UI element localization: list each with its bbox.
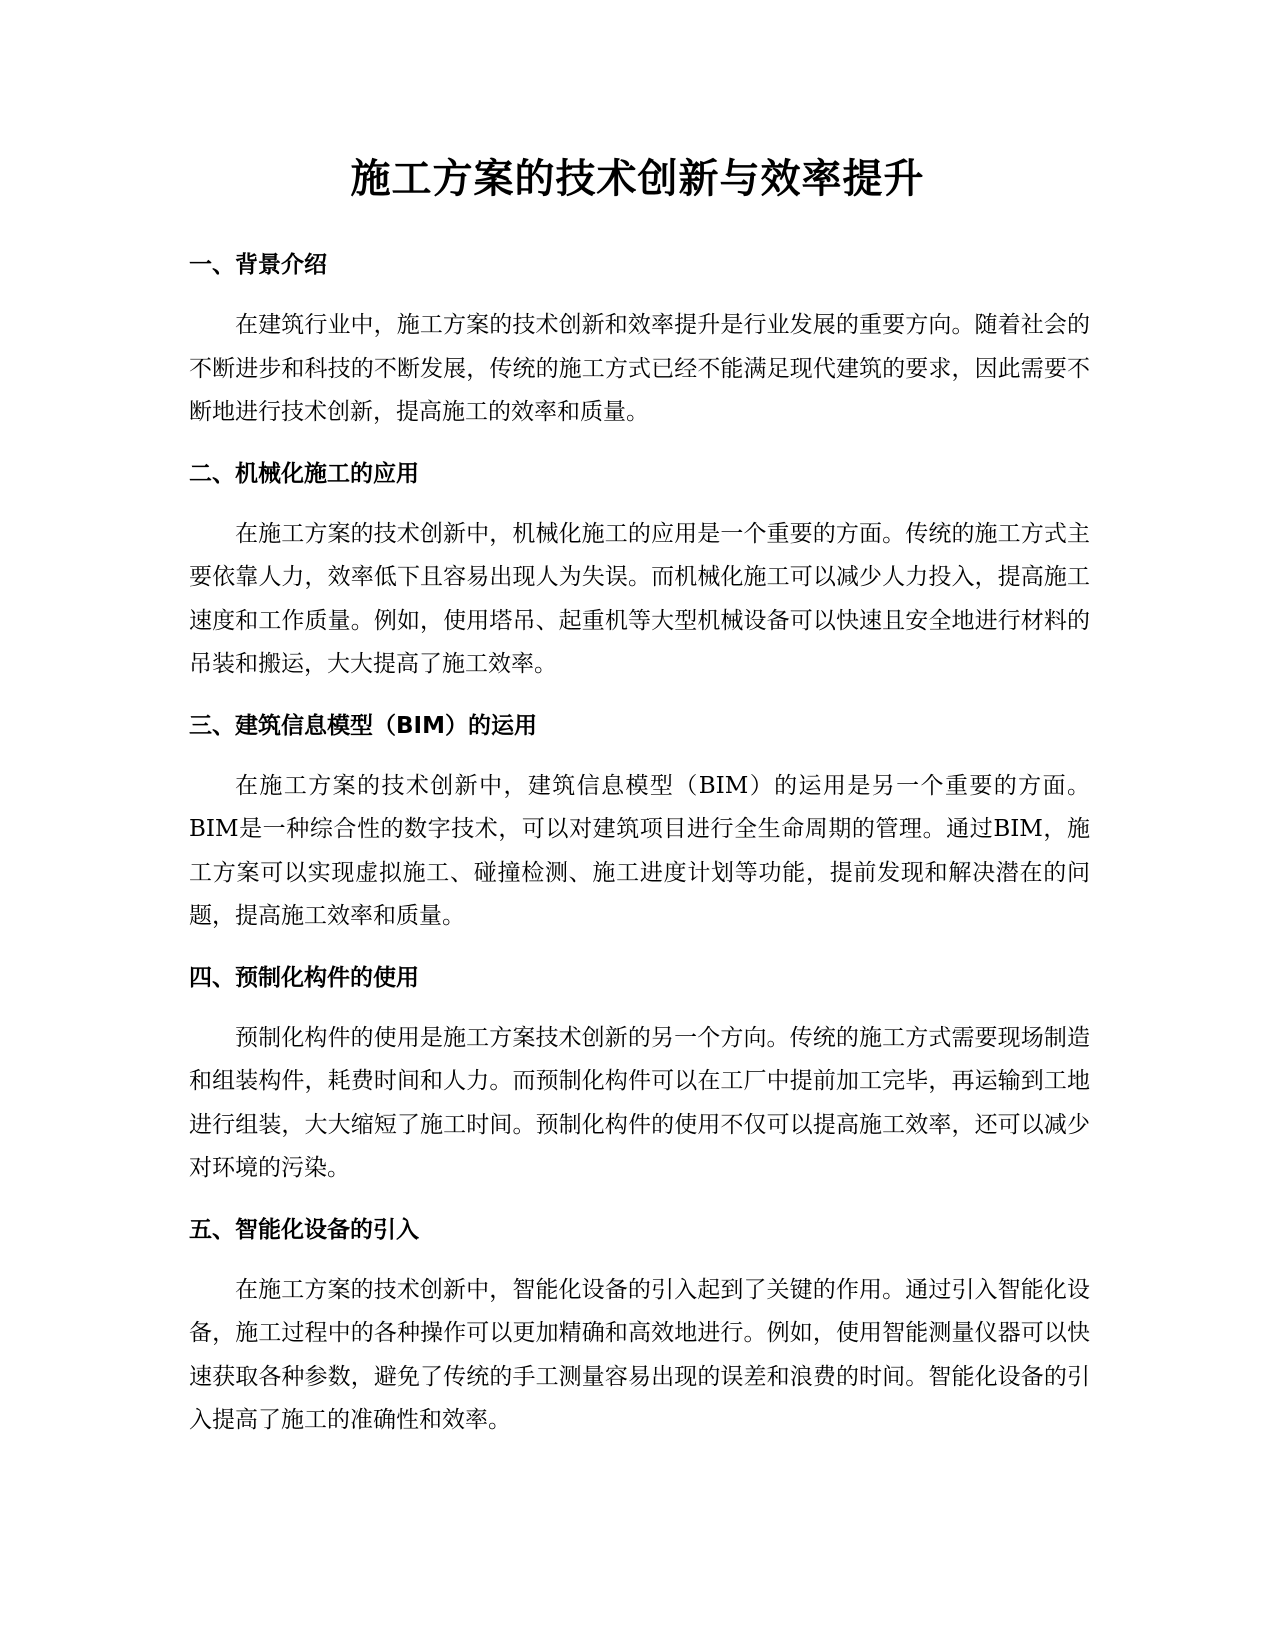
page-title: 施工方案的技术创新与效率提升 bbox=[350, 156, 925, 202]
section-paragraph: 在建筑行业中，施工方案的技术创新和效率提升是行业发展的重要方向。随着社会的不断进步和科技的不断发展，传统的施工方式已经不能满足现代建筑的要求，因此需要不断地进行技术创新，提高施工的效率和质量。 bbox=[189, 312, 1090, 425]
section-heading: 三、建筑信息模型（BIM）的运用 bbox=[189, 712, 537, 739]
section-heading: 四、预制化构件的使用 bbox=[189, 964, 419, 991]
section-prefabrication bbox=[189, 961, 1090, 1191]
section-background bbox=[189, 248, 1090, 435]
document-body bbox=[189, 248, 1090, 1465]
section-heading: 五、智能化设备的引入 bbox=[189, 1216, 419, 1243]
section-paragraph: 预制化构件的使用是施工方案技术创新的另一个方向。传统的施工方式需要现场制造和组装构件，耗费时间和人力。而预制化构件可以在工厂中提前加工完毕，再运输到工地进行组装，大大缩短了施工时间。预制化构件的使用不仅可以提高施工效率，还可以减少对环境的污染。 bbox=[189, 1024, 1090, 1181]
section-heading: 二、机械化施工的应用 bbox=[189, 460, 419, 487]
section-paragraph: 在施工方案的技术创新中，智能化设备的引入起到了关键的作用。通过引入智能化设备，施工过程中的各种操作可以更加精确和高效地进行。例如，使用智能测量仪器可以快速获取各种参数，避免了传统的手工测量容易出现的误差和浪费的时间。智能化设备的引入提高了施工的准确性和效率。 bbox=[189, 1276, 1090, 1433]
section-bim bbox=[189, 709, 1090, 939]
section-smart-equipment bbox=[189, 1213, 1090, 1443]
section-paragraph: 在施工方案的技术创新中，建筑信息模型（BIM）的运用是另一个重要的方面。BIM是一种综合性的数字技术，可以对建筑项目进行全生命周期的管理。通过BIM，施工方案可以实现虚拟施工、碰撞检测、施工进度计划等功能，提前发现和解决潜在的问题，提高施工效率和质量。 bbox=[189, 772, 1090, 929]
section-paragraph: 在施工方案的技术创新中，机械化施工的应用是一个重要的方面。传统的施工方式主要依靠人力，效率低下且容易出现人为失误。而机械化施工可以减少人力投入，提高施工速度和工作质量。例如，使用塔吊、起重机等大型机械设备可以快速且安全地进行材料的吊装和搬运，大大提高了施工效率。 bbox=[189, 520, 1090, 677]
section-heading: 一、背景介绍 bbox=[189, 252, 327, 278]
section-mechanization bbox=[189, 457, 1090, 687]
